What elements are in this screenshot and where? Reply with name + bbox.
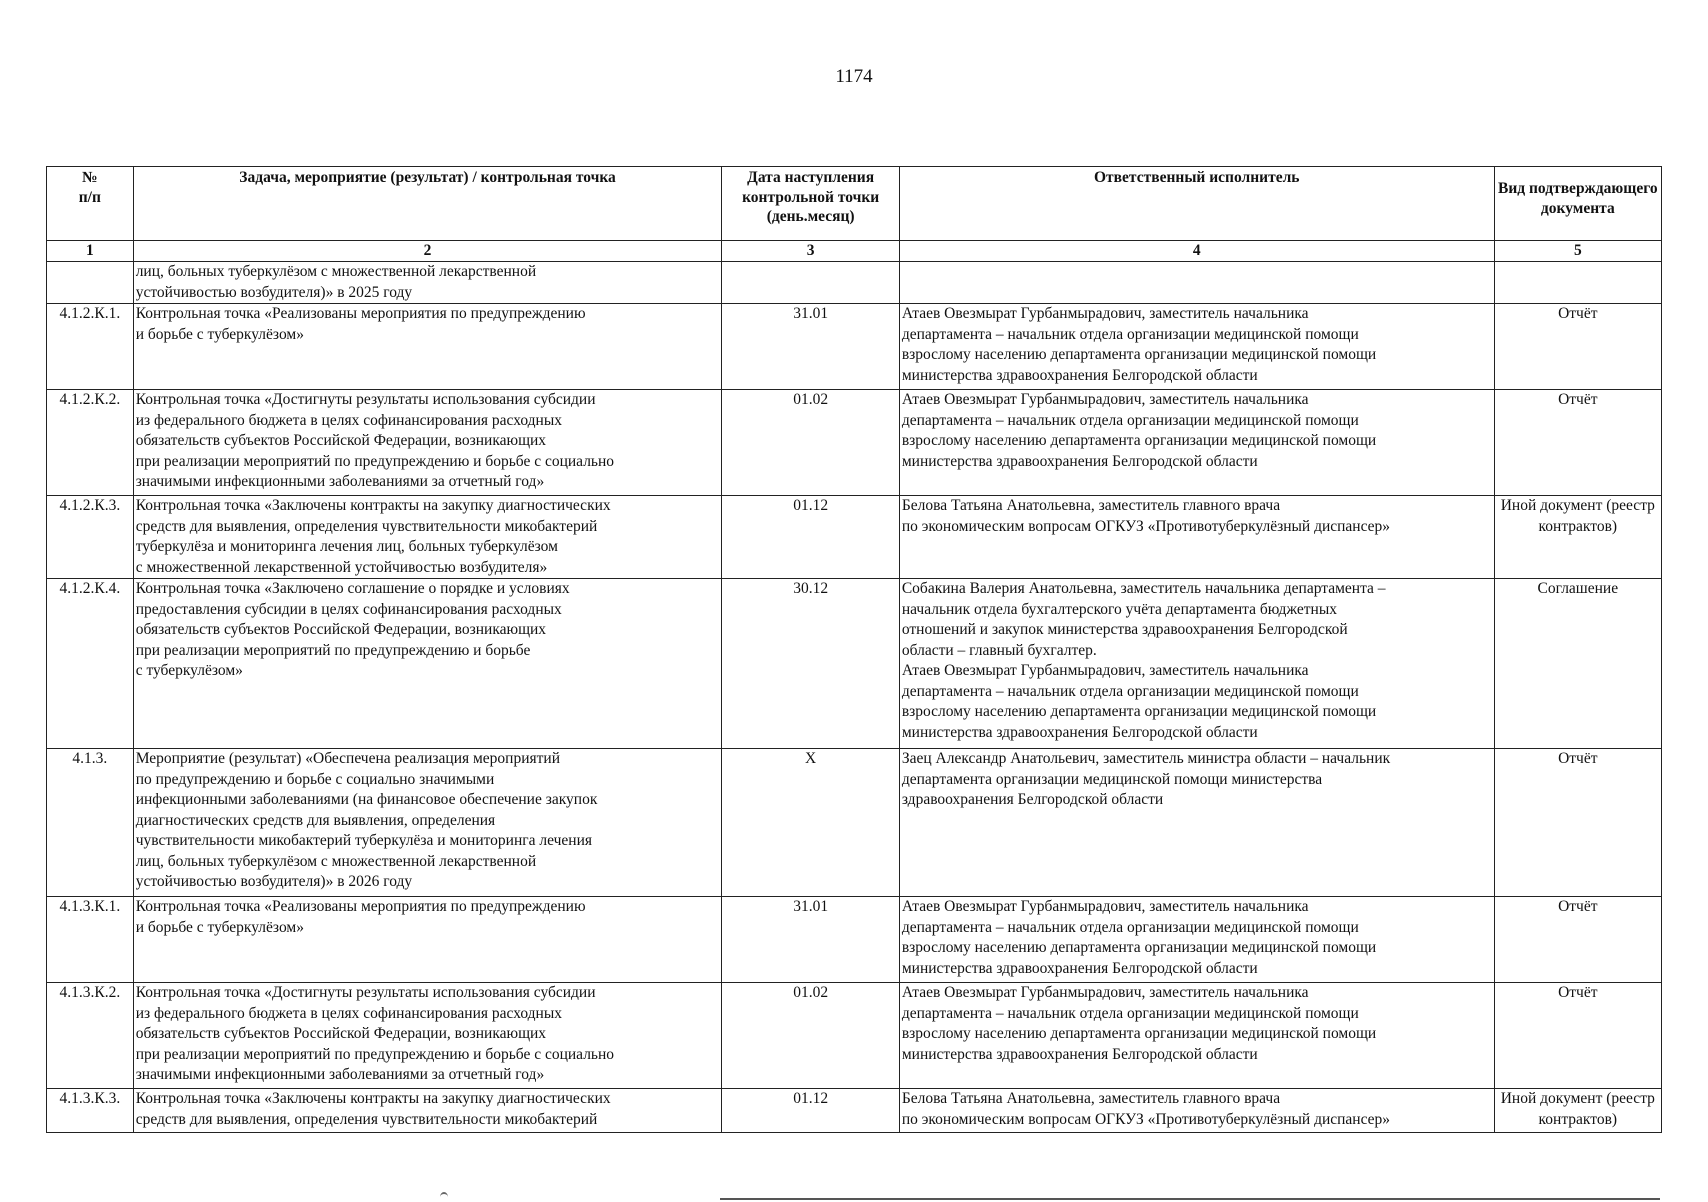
column-number: 3 [722,241,899,262]
row-date: Х [722,749,899,897]
table-row [47,749,1662,897]
table-row [47,897,1662,983]
header-date: Дата наступления контрольной точки (день.месяц) [722,167,899,241]
row-task: Контрольная точка «Заключены контракты на закупку диагностических средств для выявления, определения чувствительности микобактерий туберкулёза и мониторинга лечения лиц, больных туберкулёзом с множественной лекарственной устойчивостью возбудителя» [133,496,722,579]
row-number: 4.1.2.К.3. [47,496,134,579]
row-document: Отчёт [1494,749,1661,897]
row-task: Контрольная точка «Реализованы мероприятия по предупреждению и борьбе с туберкулёзом» [133,304,722,390]
row-responsible: Атаев Овезмырат Гурбанмырадович, заместитель начальника департамента – начальник отдела организации медицинской помощи взрослому населению департамента организации медицинской помощи министерства здравоохранения Белгородской области [899,897,1494,983]
row-number: 4.1.3.К.3. [47,1089,134,1133]
row-responsible: Белова Татьяна Анатольевна, заместитель главного врача по экономическим вопросам ОГКУЗ «Противотуберкулёзный диспансер» [899,496,1494,579]
row-document: Соглашение [1494,579,1661,749]
row-date: 01.12 [722,1089,899,1133]
row-task: Контрольная точка «Достигнуты результаты использования субсидии из федерального бюджета в целях софинансирования расходных обязательств субъектов Российской Федерации, возникающих при реализации мероприятий по предупреждению и борьбе с социально значимыми инфекционными заболеваниями за отчетный год» [133,983,722,1089]
header-task: Задача, мероприятие (результат) / контрольная точка [133,167,722,241]
row-number: 4.1.2.К.4. [47,579,134,749]
row-date: 01.12 [722,496,899,579]
row-number: 4.1.2.К.1. [47,304,134,390]
row-responsible: Белова Татьяна Анатольевна, заместитель главного врача по экономическим вопросам ОГКУЗ «Противотуберкулёзный диспансер» [899,1089,1494,1133]
table-row [47,262,1662,304]
control-points-table [46,166,1662,1133]
row-responsible: Собакина Валерия Анатольевна, заместитель начальника департамента – начальник отдела бухгалтерского учёта департамента бюджетных отношений и закупок министерства здравоохранения Белгородской области – главный бухгалтер. Атаев Овезмырат Гурбанмырадович, заместитель начальника департамента – начальник отдела организации медицинской помощи взрослому населению департамента организации медицинской помощи министерства здравоохранения Белгородской области [899,579,1494,749]
row-document: Отчёт [1494,304,1661,390]
scan-mark [440,1192,448,1202]
table-header-row [47,167,1662,241]
row-task: лиц, больных туберкулёзом с множественной лекарственной устойчивостью возбудителя)» в 2025 году [133,262,722,304]
row-task: Контрольная точка «Достигнуты результаты использования субсидии из федерального бюджета в целях софинансирования расходных обязательств субъектов Российской Федерации, возникающих при реализации мероприятий по предупреждению и борьбе с социально значимыми инфекционными заболеваниями за отчетный год» [133,390,722,496]
row-document: Иной документ (реестр контрактов) [1494,496,1661,579]
row-date: 31.01 [722,304,899,390]
column-number: 5 [1494,241,1661,262]
row-date: 01.02 [722,983,899,1089]
row-number [47,262,134,304]
header-number: № п/п [47,167,134,241]
table-row [47,1089,1662,1133]
row-responsible [899,262,1494,304]
row-task: Контрольная точка «Реализованы мероприятия по предупреждению и борьбе с туберкулёзом» [133,897,722,983]
row-number: 4.1.3.К.1. [47,897,134,983]
row-document: Отчёт [1494,897,1661,983]
row-responsible: Атаев Овезмырат Гурбанмырадович, заместитель начальника департамента – начальник отдела организации медицинской помощи взрослому населению департамента организации медицинской помощи министерства здравоохранения Белгородской области [899,390,1494,496]
page-number: 1174 [835,66,873,87]
row-responsible: Заец Александр Анатольевич, заместитель министра области – начальник департамента организации медицинской помощи министерства здравоохранения Белгородской области [899,749,1494,897]
row-responsible: Атаев Овезмырат Гурбанмырадович, заместитель начальника департамента – начальник отдела организации медицинской помощи взрослому населению департамента организации медицинской помощи министерства здравоохранения Белгородской области [899,983,1494,1089]
row-task: Контрольная точка «Заключены контракты на закупку диагностических средств для выявления, определения чувствительности микобактерий [133,1089,722,1133]
header-responsible: Ответственный исполнитель [899,167,1494,241]
row-responsible: Атаев Овезмырат Гурбанмырадович, заместитель начальника департамента – начальник отдела организации медицинской помощи взрослому населению департамента организации медицинской помощи министерства здравоохранения Белгородской области [899,304,1494,390]
row-number: 4.1.2.К.2. [47,390,134,496]
table-row [47,390,1662,496]
row-task: Контрольная точка «Заключено соглашение о порядке и условиях предоставления субсидии в целях софинансирования расходных обязательств субъектов Российской Федерации, возникающих при реализации мероприятий по предупреждению и борьбе с туберкулёзом» [133,579,722,749]
row-document: Отчёт [1494,983,1661,1089]
row-task: Мероприятие (результат) «Обеспечена реализация мероприятий по предупреждению и борьбе с социально значимыми инфекционными заболеваниями (на финансовое обеспечение закупок диагностических средств для выявления, определения чувствительности микобактерий туберкулёза и мониторинга лечения лиц, больных туберкулёзом с множественной лекарственной устойчивостью возбудителя)» в 2026 году [133,749,722,897]
column-number: 2 [133,241,722,262]
column-number: 1 [47,241,134,262]
column-numbers-row [47,241,1662,262]
header-document: Вид подтверждающего документа [1494,167,1661,241]
row-date: 31.01 [722,897,899,983]
row-date: 01.02 [722,390,899,496]
table-row [47,579,1662,749]
table-row [47,304,1662,390]
column-number: 4 [899,241,1494,262]
row-number: 4.1.3. [47,749,134,897]
table-row [47,496,1662,579]
row-document [1494,262,1661,304]
row-number: 4.1.3.К.2. [47,983,134,1089]
row-date [722,262,899,304]
row-document: Иной документ (реестр контрактов) [1494,1089,1661,1133]
row-document: Отчёт [1494,390,1661,496]
table-row [47,983,1662,1089]
row-date: 30.12 [722,579,899,749]
